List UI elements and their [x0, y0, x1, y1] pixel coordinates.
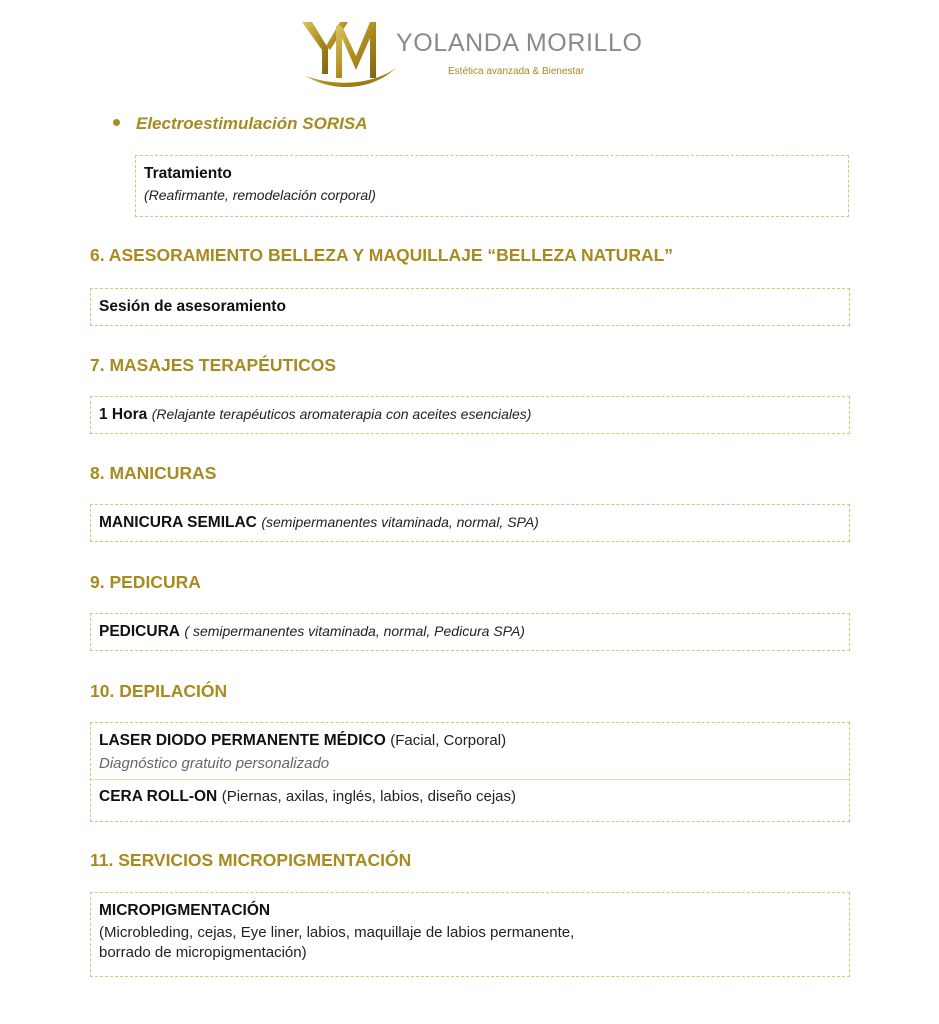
- section-8-note: (semipermanentes vitaminada, normal, SPA): [261, 514, 539, 530]
- micro-title: MICROPIGMENTACIÓN: [99, 902, 271, 919]
- section-7-heading: 7. MASAJES TERAPÉUTICOS: [90, 355, 337, 375]
- brand-name: YOLANDA MORILLO: [396, 29, 643, 57]
- section-7-note: (Relajante terapéuticos aromaterapia con aceites esenciales): [151, 406, 532, 422]
- sorisa-box: [135, 155, 849, 217]
- section-8-box: [90, 504, 850, 542]
- brand-tagline: Estética avanzada & Bienestar: [448, 66, 585, 77]
- section-6-item: Sesión de asesoramiento: [99, 298, 286, 315]
- section-8-title: MANICURA SEMILAC: [99, 514, 257, 531]
- section-11-box: [90, 892, 850, 977]
- section-9-heading: 9. PEDICURA: [90, 572, 201, 592]
- section-10-box: [90, 722, 850, 822]
- sorisa-title: Tratamiento: [144, 165, 232, 182]
- section-10-heading: 10. DEPILACIÓN: [90, 681, 228, 701]
- bullet-item: [113, 114, 367, 134]
- ym-monogram-icon: [298, 16, 398, 94]
- section-7-title: 1 Hora: [99, 406, 148, 423]
- section-9-note: ( semipermanentes vitaminada, normal, Pedicura SPA): [184, 623, 525, 639]
- bullet-dot-icon: [113, 119, 120, 126]
- section-6-box: [90, 288, 850, 326]
- cera-extra: (Piernas, axilas, inglés, labios, diseño cejas): [221, 788, 517, 805]
- cera-title: CERA ROLL-ON: [99, 788, 218, 805]
- sorisa-note: (Reafirmante, remodelación corporal): [144, 187, 376, 203]
- section-11-heading: 11. SERVICIOS MICROPIGMENTACIÓN: [90, 850, 412, 870]
- section-9-box: [90, 613, 850, 651]
- section-9-title: PEDICURA: [99, 623, 180, 640]
- section-6-heading: 6. ASESORAMIENTO BELLEZA Y MAQUILLAJE “BELLEZA NATURAL”: [90, 245, 674, 265]
- brand-logo: [298, 16, 658, 94]
- section-10-divider: [91, 779, 849, 780]
- section-7-box: [90, 396, 850, 434]
- micro-line-1: (Microbleding, cejas, Eye liner, labios, maquillaje de labios permanente,: [99, 924, 575, 941]
- bullet-label: Electroestimulación SORISA: [136, 114, 368, 133]
- laser-note: Diagnóstico gratuito personalizado: [99, 755, 330, 772]
- laser-title: LASER DIODO PERMANENTE MÉDICO: [99, 732, 386, 749]
- laser-extra: (Facial, Corporal): [390, 732, 507, 749]
- section-8-heading: 8. MANICURAS: [90, 463, 217, 483]
- micro-line-2: borrado de micropigmentación): [99, 944, 307, 961]
